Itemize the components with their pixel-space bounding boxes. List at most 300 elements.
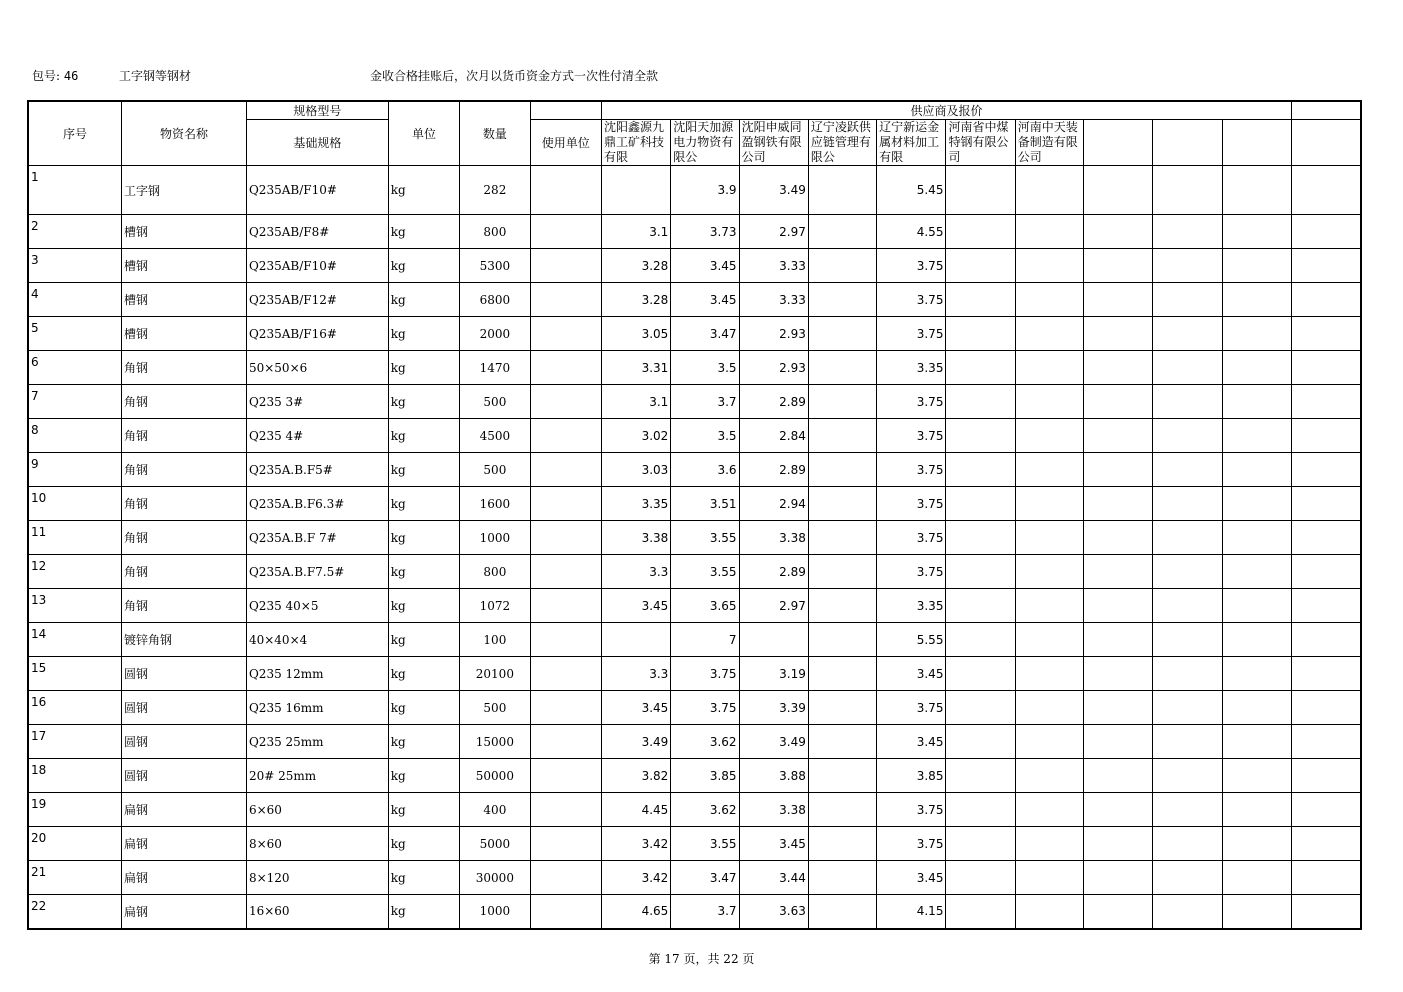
cell-price: 3.33 xyxy=(739,249,808,283)
cell-price xyxy=(946,385,1015,419)
cell-seq: 7 xyxy=(28,385,121,419)
cell-seq: 12 xyxy=(28,555,121,589)
cell-price: 3.75 xyxy=(671,657,739,691)
cell-price: 3.45 xyxy=(671,249,739,283)
cell-price xyxy=(1084,351,1153,385)
cell-price xyxy=(1084,623,1153,657)
cell-price xyxy=(1222,827,1291,861)
cell-price xyxy=(1084,657,1153,691)
package-label-text: 包号: xyxy=(32,69,61,83)
cell-price xyxy=(946,725,1015,759)
cell-price: 3.38 xyxy=(601,521,670,555)
cell-qty: 100 xyxy=(460,623,530,657)
cell-qty: 1470 xyxy=(460,351,530,385)
cell-name: 角钢 xyxy=(121,453,246,487)
cell-price xyxy=(808,725,876,759)
supplier-header-8 xyxy=(1084,120,1153,166)
cell-price: 3.75 xyxy=(877,827,946,861)
col-header-suppliers: 供应商及报价 xyxy=(601,101,1291,120)
cell-price xyxy=(1015,419,1083,453)
cell-price xyxy=(1084,827,1153,861)
cell-user-unit xyxy=(530,385,601,419)
cell-price: 3.75 xyxy=(877,317,946,351)
cell-seq: 15 xyxy=(28,657,121,691)
cell-price: 3.55 xyxy=(671,521,739,555)
cell-price xyxy=(946,521,1015,555)
cell-price xyxy=(1153,657,1222,691)
cell-price xyxy=(808,657,876,691)
cell-price: 3.03 xyxy=(601,453,670,487)
cell-seq: 1 xyxy=(28,166,121,215)
cell-name: 工字钢 xyxy=(121,166,246,215)
cell-price: 3.45 xyxy=(739,827,808,861)
cell-qty: 400 xyxy=(460,793,530,827)
cell-price: 3.35 xyxy=(877,351,946,385)
cell-spec: Q235AB/F12# xyxy=(246,283,388,317)
cell-price: 3.1 xyxy=(601,385,670,419)
cell-price xyxy=(1084,283,1153,317)
col-header-spec: 基础规格 xyxy=(246,120,388,166)
cell-unit: kg xyxy=(388,759,459,793)
cell-price xyxy=(1292,283,1361,317)
cell-spec: 8×60 xyxy=(246,827,388,861)
cell-spec: 20# 25mm xyxy=(246,759,388,793)
cell-price xyxy=(1222,725,1291,759)
cell-seq: 8 xyxy=(28,419,121,453)
cell-price xyxy=(1153,691,1222,725)
cell-price xyxy=(1153,317,1222,351)
cell-price xyxy=(1222,657,1291,691)
cell-price xyxy=(1222,166,1291,215)
cell-price: 3.7 xyxy=(671,895,739,929)
cell-spec: Q235 16mm xyxy=(246,691,388,725)
cell-price xyxy=(946,283,1015,317)
cell-price xyxy=(1222,759,1291,793)
cell-price: 2.93 xyxy=(739,317,808,351)
cell-price xyxy=(808,487,876,521)
table-row xyxy=(28,385,1361,419)
cell-price xyxy=(1015,861,1083,895)
cell-price xyxy=(1084,725,1153,759)
cell-price: 3.47 xyxy=(671,861,739,895)
cell-price: 5.55 xyxy=(877,623,946,657)
cell-price xyxy=(1153,215,1222,249)
cell-user-unit xyxy=(530,283,601,317)
cell-price xyxy=(946,589,1015,623)
cell-price xyxy=(1084,861,1153,895)
cell-price xyxy=(1292,555,1361,589)
cell-spec: 50×50×6 xyxy=(246,351,388,385)
cell-qty: 2000 xyxy=(460,317,530,351)
cell-price xyxy=(1292,521,1361,555)
table-row xyxy=(28,895,1361,929)
cell-name: 槽钢 xyxy=(121,249,246,283)
cell-price xyxy=(1015,215,1083,249)
col-header-seq: 序号 xyxy=(28,101,121,166)
cell-price: 3.38 xyxy=(739,521,808,555)
cell-price xyxy=(808,895,876,929)
cell-spec: Q235AB/F16# xyxy=(246,317,388,351)
cell-price xyxy=(1292,759,1361,793)
cell-price xyxy=(1153,895,1222,929)
cell-unit: kg xyxy=(388,317,459,351)
cell-price xyxy=(1153,589,1222,623)
cell-user-unit xyxy=(530,657,601,691)
cell-price: 4.15 xyxy=(877,895,946,929)
cell-price: 3.1 xyxy=(601,215,670,249)
cell-unit: kg xyxy=(388,521,459,555)
cell-price xyxy=(1292,487,1361,521)
cell-price xyxy=(1084,793,1153,827)
cell-price: 3.47 xyxy=(671,317,739,351)
supplier-header-6: 河南省中煤特钢有限公司 xyxy=(946,120,1015,166)
cell-unit: kg xyxy=(388,555,459,589)
cell-price xyxy=(946,895,1015,929)
cell-user-unit xyxy=(530,555,601,589)
cell-unit: kg xyxy=(388,166,459,215)
cell-price xyxy=(1015,555,1083,589)
cell-qty: 1000 xyxy=(460,521,530,555)
cell-spec: 16×60 xyxy=(246,895,388,929)
cell-price xyxy=(1015,589,1083,623)
cell-price xyxy=(1084,215,1153,249)
cell-spec: Q235 3# xyxy=(246,385,388,419)
cell-price: 3.75 xyxy=(877,487,946,521)
col-header-unit: 单位 xyxy=(388,101,459,166)
cell-price xyxy=(1153,453,1222,487)
cell-price xyxy=(808,385,876,419)
cell-user-unit xyxy=(530,487,601,521)
supplier-header-11 xyxy=(1292,120,1361,166)
table-row xyxy=(28,521,1361,555)
cell-price: 2.89 xyxy=(739,555,808,589)
cell-price xyxy=(1292,793,1361,827)
cell-price xyxy=(1084,419,1153,453)
cell-seq: 22 xyxy=(28,895,121,929)
cell-price: 3.62 xyxy=(671,725,739,759)
cell-price xyxy=(1084,317,1153,351)
cell-price xyxy=(1015,895,1083,929)
cell-price: 3.33 xyxy=(739,283,808,317)
cell-unit: kg xyxy=(388,283,459,317)
supplier-header-7: 河南中天装备制造有限公司 xyxy=(1015,120,1083,166)
cell-name: 角钢 xyxy=(121,351,246,385)
cell-price xyxy=(1292,827,1361,861)
cell-seq: 17 xyxy=(28,725,121,759)
cell-qty: 500 xyxy=(460,691,530,725)
cell-price xyxy=(1292,317,1361,351)
cell-price: 2.97 xyxy=(739,215,808,249)
cell-seq: 13 xyxy=(28,589,121,623)
cell-price xyxy=(1084,895,1153,929)
cell-seq: 19 xyxy=(28,793,121,827)
cell-price xyxy=(1292,351,1361,385)
cell-seq: 3 xyxy=(28,249,121,283)
cell-spec: Q235AB/F10# xyxy=(246,166,388,215)
cell-price xyxy=(1292,895,1361,929)
cell-price xyxy=(1292,419,1361,453)
cell-price: 2.93 xyxy=(739,351,808,385)
cell-price xyxy=(1222,283,1291,317)
cell-unit: kg xyxy=(388,487,459,521)
cell-price xyxy=(1292,725,1361,759)
cell-user-unit xyxy=(530,453,601,487)
cell-price xyxy=(1153,623,1222,657)
cell-price: 3.28 xyxy=(601,249,670,283)
cell-qty: 50000 xyxy=(460,759,530,793)
cell-user-unit xyxy=(530,351,601,385)
cell-price: 3.65 xyxy=(671,589,739,623)
cell-price xyxy=(1222,453,1291,487)
cell-price xyxy=(1015,166,1083,215)
table-row xyxy=(28,691,1361,725)
cell-seq: 2 xyxy=(28,215,121,249)
cell-price xyxy=(808,453,876,487)
cell-price xyxy=(1084,555,1153,589)
cell-name: 角钢 xyxy=(121,385,246,419)
cell-user-unit xyxy=(530,419,601,453)
table-row xyxy=(28,419,1361,453)
cell-qty: 1000 xyxy=(460,895,530,929)
cell-price xyxy=(808,215,876,249)
cell-price xyxy=(808,283,876,317)
cell-price xyxy=(946,249,1015,283)
cell-user-unit xyxy=(530,166,601,215)
cell-name: 圆钢 xyxy=(121,759,246,793)
cell-price xyxy=(946,166,1015,215)
cell-price: 3.85 xyxy=(671,759,739,793)
cell-price xyxy=(1153,725,1222,759)
cell-spec: Q235 40×5 xyxy=(246,589,388,623)
cell-price xyxy=(946,759,1015,793)
cell-price xyxy=(1015,691,1083,725)
cell-unit: kg xyxy=(388,453,459,487)
cell-price xyxy=(1084,453,1153,487)
cell-price xyxy=(808,351,876,385)
cell-price xyxy=(1084,166,1153,215)
cell-price xyxy=(1292,691,1361,725)
cell-price xyxy=(1222,215,1291,249)
cell-seq: 5 xyxy=(28,317,121,351)
cell-price: 3.75 xyxy=(877,385,946,419)
cell-price xyxy=(1015,725,1083,759)
category-title: 工字钢等钢材 xyxy=(119,69,192,83)
cell-price: 3.5 xyxy=(671,419,739,453)
table-row xyxy=(28,657,1361,691)
cell-spec: 8×120 xyxy=(246,861,388,895)
cell-price: 3.28 xyxy=(601,283,670,317)
cell-unit: kg xyxy=(388,861,459,895)
cell-name: 圆钢 xyxy=(121,725,246,759)
table-row xyxy=(28,453,1361,487)
cell-price xyxy=(808,317,876,351)
cell-price: 3.75 xyxy=(877,283,946,317)
cell-price: 3.19 xyxy=(739,657,808,691)
cell-qty: 282 xyxy=(460,166,530,215)
cell-price: 3.35 xyxy=(877,589,946,623)
cell-price: 3.85 xyxy=(877,759,946,793)
cell-price xyxy=(1292,385,1361,419)
cell-name: 槽钢 xyxy=(121,215,246,249)
cell-seq: 14 xyxy=(28,623,121,657)
cell-price xyxy=(601,166,670,215)
cell-price xyxy=(1153,166,1222,215)
cell-price xyxy=(808,419,876,453)
cell-seq: 11 xyxy=(28,521,121,555)
cell-price xyxy=(1015,793,1083,827)
cell-price xyxy=(808,793,876,827)
cell-price xyxy=(1153,419,1222,453)
cell-price: 3.45 xyxy=(877,725,946,759)
page-footer: 第 17 页，共 22 页 xyxy=(648,952,755,966)
table-row xyxy=(28,317,1361,351)
cell-price xyxy=(1222,351,1291,385)
cell-price xyxy=(1153,385,1222,419)
table-row xyxy=(28,589,1361,623)
table-row xyxy=(28,215,1361,249)
cell-price xyxy=(808,691,876,725)
table-row xyxy=(28,555,1361,589)
cell-price: 4.45 xyxy=(601,793,670,827)
cell-price xyxy=(946,623,1015,657)
cell-price: 3.05 xyxy=(601,317,670,351)
cell-spec: 40×40×4 xyxy=(246,623,388,657)
cell-unit: kg xyxy=(388,691,459,725)
cell-price xyxy=(946,453,1015,487)
cell-price: 3.45 xyxy=(601,691,670,725)
cell-price: 3.42 xyxy=(601,827,670,861)
cell-price xyxy=(1084,589,1153,623)
cell-price xyxy=(1153,793,1222,827)
cell-price xyxy=(1222,861,1291,895)
supplier-header-5: 辽宁新运金属材料加工有限 xyxy=(877,120,946,166)
cell-price: 3.38 xyxy=(739,793,808,827)
cell-price xyxy=(946,657,1015,691)
cell-price: 3.51 xyxy=(671,487,739,521)
cell-price xyxy=(946,793,1015,827)
cell-qty: 6800 xyxy=(460,283,530,317)
header-row-1 xyxy=(28,101,1361,120)
cell-qty: 1072 xyxy=(460,589,530,623)
cell-price: 4.65 xyxy=(601,895,670,929)
cell-user-unit xyxy=(530,589,601,623)
cell-price xyxy=(1015,657,1083,691)
table-row xyxy=(28,623,1361,657)
cell-price xyxy=(1153,555,1222,589)
cell-price xyxy=(946,351,1015,385)
cell-price xyxy=(946,215,1015,249)
cell-price xyxy=(1292,657,1361,691)
cell-price: 3.82 xyxy=(601,759,670,793)
cell-price xyxy=(1153,487,1222,521)
cell-price xyxy=(1084,691,1153,725)
cell-price: 3.31 xyxy=(601,351,670,385)
cell-price: 5.45 xyxy=(877,166,946,215)
cell-price: 3.7 xyxy=(671,385,739,419)
cell-price xyxy=(1292,861,1361,895)
cell-price xyxy=(808,521,876,555)
supplier-header-9 xyxy=(1153,120,1222,166)
cell-price: 3.55 xyxy=(671,827,739,861)
payment-terms: 金收合格挂账后，次月以货币资金方式一次性付清全款 xyxy=(370,69,659,83)
cell-unit: kg xyxy=(388,793,459,827)
cell-price: 2.89 xyxy=(739,453,808,487)
cell-qty: 4500 xyxy=(460,419,530,453)
cell-name: 圆钢 xyxy=(121,691,246,725)
cell-price xyxy=(1222,623,1291,657)
cell-user-unit xyxy=(530,793,601,827)
cell-name: 扁钢 xyxy=(121,827,246,861)
cell-price: 3.42 xyxy=(601,861,670,895)
cell-price xyxy=(808,827,876,861)
cell-price: 3.63 xyxy=(739,895,808,929)
cell-price: 3.75 xyxy=(671,691,739,725)
table-row xyxy=(28,166,1361,215)
cell-name: 扁钢 xyxy=(121,895,246,929)
cell-name: 圆钢 xyxy=(121,657,246,691)
col-header-name: 物资名称 xyxy=(121,101,246,166)
cell-price: 3.35 xyxy=(601,487,670,521)
cell-price xyxy=(1292,249,1361,283)
cell-user-unit xyxy=(530,623,601,657)
cell-price xyxy=(946,861,1015,895)
cell-spec: Q235AB/F8# xyxy=(246,215,388,249)
supplier-header-3: 沈阳申威同盈钢铁有限公司 xyxy=(739,120,808,166)
cell-name: 槽钢 xyxy=(121,317,246,351)
supplier-header-2: 沈阳天加源电力物资有限公 xyxy=(671,120,739,166)
cell-price xyxy=(1222,317,1291,351)
cell-name: 角钢 xyxy=(121,521,246,555)
col-header-spec-group: 规格型号 xyxy=(246,101,388,120)
cell-user-unit xyxy=(530,521,601,555)
cell-price: 7 xyxy=(671,623,739,657)
cell-unit: kg xyxy=(388,827,459,861)
table-row xyxy=(28,827,1361,861)
cell-name: 角钢 xyxy=(121,555,246,589)
cell-price xyxy=(1015,385,1083,419)
cell-name: 角钢 xyxy=(121,589,246,623)
cell-spec: Q235 25mm xyxy=(246,725,388,759)
cell-unit: kg xyxy=(388,385,459,419)
cell-user-unit xyxy=(530,249,601,283)
cell-price: 3.75 xyxy=(877,249,946,283)
cell-price: 3.5 xyxy=(671,351,739,385)
table-row xyxy=(28,793,1361,827)
package-label xyxy=(32,67,78,84)
cell-qty: 5300 xyxy=(460,249,530,283)
cell-unit: kg xyxy=(388,589,459,623)
cell-price: 3.75 xyxy=(877,521,946,555)
cell-seq: 4 xyxy=(28,283,121,317)
cell-price xyxy=(946,555,1015,589)
cell-spec: Q235 4# xyxy=(246,419,388,453)
col-header-blank xyxy=(530,101,601,120)
cell-price xyxy=(1015,249,1083,283)
cell-price xyxy=(1153,521,1222,555)
cell-price xyxy=(1292,166,1361,215)
cell-price: 3.55 xyxy=(671,555,739,589)
cell-spec: Q235 12mm xyxy=(246,657,388,691)
table-row xyxy=(28,283,1361,317)
cell-price: 4.55 xyxy=(877,215,946,249)
cell-seq: 10 xyxy=(28,487,121,521)
cell-qty: 800 xyxy=(460,215,530,249)
quotation-table xyxy=(27,100,1362,930)
cell-spec: 6×60 xyxy=(246,793,388,827)
cell-price xyxy=(1015,487,1083,521)
cell-price xyxy=(1153,827,1222,861)
cell-price xyxy=(1153,759,1222,793)
